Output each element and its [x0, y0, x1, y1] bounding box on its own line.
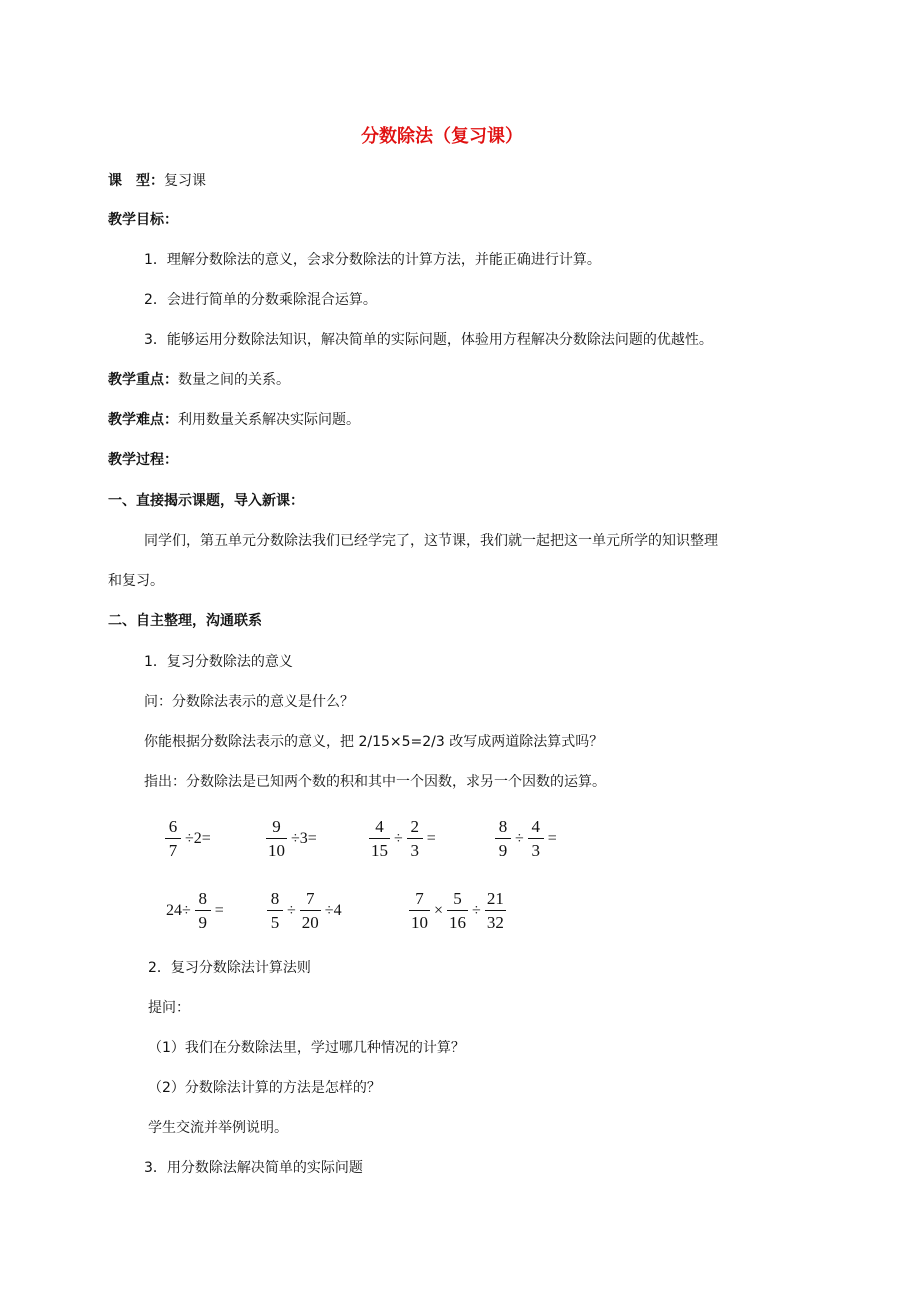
fraction: $\frac{21}{32}$ — [486, 889, 504, 932]
exercise-6: $\frac{8}{5}$ ÷ $\frac{7}{20}$ ÷4 — [267, 890, 342, 931]
item1-point: 指出：分数除法是已知两个数的积和其中一个因数，求另一个因数的运算。 — [144, 774, 606, 790]
fraction: $\frac{7}{20}$ — [301, 889, 319, 932]
fraction: $\frac{6}{7}$ — [165, 818, 181, 859]
fraction: $\frac{8}{9}$ — [195, 890, 211, 931]
fraction: $\frac{7}{10}$ — [411, 889, 428, 932]
fraction: $\frac{8}{9}$ — [495, 818, 511, 859]
key-point-value: 数量之间的关系。 — [178, 372, 290, 388]
difficulty-label: 教学难点： — [108, 412, 178, 428]
fraction: $\frac{8}{5}$ — [267, 890, 283, 931]
fraction: $\frac{2}{3}$ — [407, 818, 423, 859]
fraction: $\frac{9}{10}$ — [268, 817, 285, 860]
key-point-label: 教学重点： — [108, 372, 178, 388]
item2-question-1: （1）我们在分数除法里，学过哪几种情况的计算？ — [148, 1040, 465, 1056]
fraction: $\frac{5}{16}$ — [449, 889, 467, 932]
objectives-heading: 教学目标： — [108, 212, 178, 228]
process-heading: 教学过程： — [108, 452, 178, 468]
exercise-3: $\frac{4}{15}$ ÷ $\frac{2}{3}$ = — [371, 817, 436, 860]
fraction: $\frac{4}{15}$ — [371, 817, 388, 860]
objective-item-3: 3．能够运用分数除法知识，解决简单的实际问题，体验用方程解决分数除法问题的优越性。 — [144, 332, 713, 348]
section1-paragraph-line1: 同学们，第五单元分数除法我们已经学完了，这节课，我们就一起把这一单元所学的知识整理 — [144, 533, 718, 549]
difficulty-line — [108, 413, 360, 427]
item2-question-2: （2）分数除法计算的方法是怎样的？ — [148, 1080, 381, 1096]
lesson-type-line — [108, 174, 206, 188]
exercise-1: $\frac{6}{7}$ ÷2= — [165, 818, 211, 859]
objective-item-2: 2．会进行简单的分数乘除混合运算。 — [144, 292, 377, 308]
section1-heading: 一、直接揭示课题，导入新课： — [108, 493, 304, 509]
item3-heading: 3．用分数除法解决简单的实际问题 — [144, 1160, 363, 1176]
objective-item-1: 1．理解分数除法的意义，会求分数除法的计算方法，并能正确进行计算。 — [144, 252, 601, 268]
item2-note: 学生交流并举例说明。 — [148, 1120, 288, 1136]
lesson-type-value: 复习课 — [164, 173, 206, 189]
exercise-5: 24÷ $\frac{8}{9}$ = — [166, 889, 224, 932]
fraction: $\frac{4}{3}$ — [528, 818, 544, 859]
lesson-type-label: 课 型： — [108, 173, 164, 189]
item2-ask: 提问： — [148, 1000, 190, 1016]
difficulty-value: 利用数量关系解决实际问题。 — [178, 412, 360, 428]
exercise-2: $\frac{9}{10}$ ÷3= — [268, 817, 317, 860]
section1-paragraph-line2: 和复习。 — [108, 573, 164, 589]
item1-heading: 1．复习分数除法的意义 — [144, 654, 293, 670]
key-point-line — [108, 373, 290, 387]
exercise-4: $\frac{8}{9}$ ÷ $\frac{4}{3}$ = — [495, 818, 557, 859]
section2-heading: 二、自主整理，沟通联系 — [108, 613, 262, 629]
item1-question-1: 问：分数除法表示的意义是什么？ — [144, 694, 354, 710]
item2-heading: 2．复习分数除法计算法则 — [148, 960, 311, 976]
exercise-7: $\frac{7}{10}$ × $\frac{5}{16}$ ÷ $\frac{21}{32}$ — [411, 889, 504, 932]
page-title: 分数除法（复习课） — [361, 126, 523, 147]
item1-question-2: 你能根据分数除法表示的意义，把 2/15×5=2/3 改写成两道除法算式吗？ — [144, 734, 604, 750]
